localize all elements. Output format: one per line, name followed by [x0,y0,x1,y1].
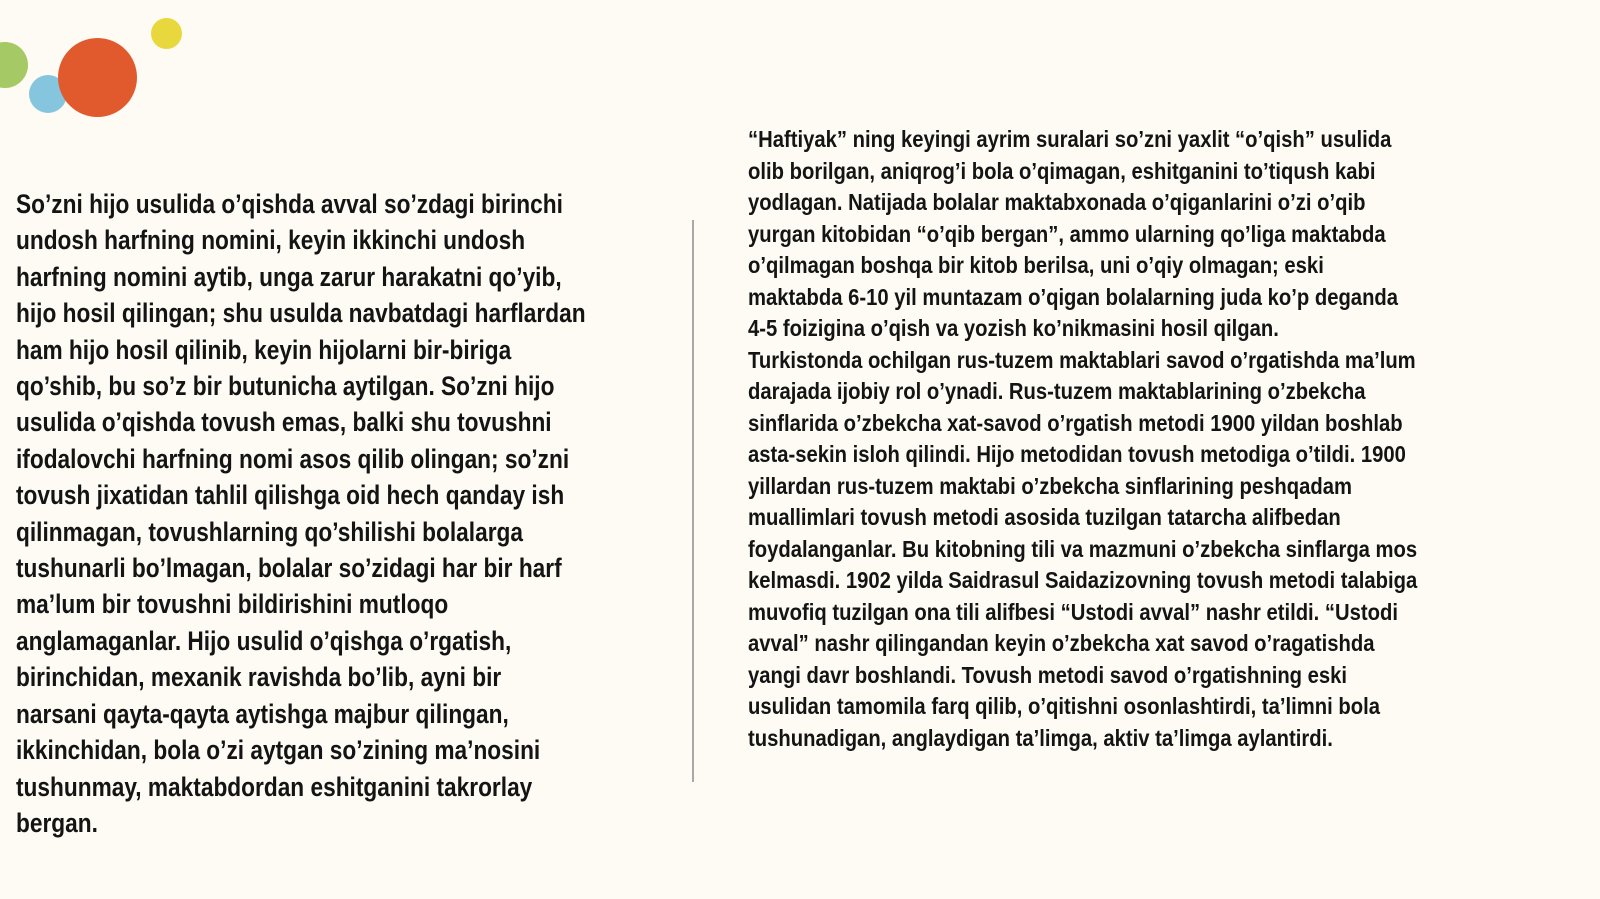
text-line: yillardan rus-tuzem maktabi o’zbekcha sinflarining peshqadam [748,472,1352,499]
text-line: ham hijo hosil qilinib, keyin hijolarni bir-biriga [16,334,512,365]
text-line: harfning nomini aytib, unga zarur harakatni qo’yib, [16,261,562,292]
text-line: qilinmagan, tovushlarning qo’shilishi bolalarga [16,516,524,547]
text-line: qo’shib, bu so’z bir butunicha aytilgan. So’zni hijo [16,371,555,402]
text-line: tovush jixatidan tahlil qilishga oid hech qanday ish [16,480,565,511]
yellow-circle-decoration [151,18,182,49]
orange-circle-decoration [58,38,137,117]
text-line: darajada ijobiy rol o’ynadi. Rus-tuzem maktablarining o’zbekcha [748,378,1366,404]
text-line: “Haftiyak” ning keyingi ayrim suralari so’zni yaxlit “o’qish” usulida [748,126,1392,152]
text-line: 4-5 foizigina o’qish va yozish ko’nikmasini hosil qilgan. [748,315,1279,341]
text-line: yurgan kitobidan “o’qib bergan”, ammo ularning qo’liga maktabda [748,220,1386,247]
text-line: yodlagan. Natijada bolalar maktabxonada o’qiganlarini o’zi o’qib [748,189,1366,215]
text-line: o’qilmagan boshqa bir kitob berilsa, uni o’qiy olmagan; eski [748,252,1324,278]
text-line: asta-sekin isloh qilindi. Hijo metodidan tovush metodiga o’tildi. 1900 [748,441,1406,467]
text-line: usulidan tamomila farq qilib, o’qitishni osonlashtirdi, ta’limni bola [748,693,1380,719]
text-line: maktabda 6-10 yil muntazam o’qigan bolalarning juda ko’p deganda [748,283,1399,310]
text-line: ma’lum bir tovushni bildirishini mutloqo [16,589,449,620]
text-line: kelmasdi. 1902 yilda Saidrasul Saidazizovning tovush metodi talabiga [748,567,1418,593]
text-line: olib borilgan, aniqrog’i bola o’qimagan, eshitganini to’tiqush kabi [748,157,1376,184]
text-line: ifodalovchi harfning nomi asos qilib olingan; so’zni [16,443,570,474]
text-line: Turkistonda ochilgan rus-tuzem maktablari savod o’rgatishda ma’lum [748,346,1416,373]
text-line: tushunarli bo’lmagan, bolalar so’zidagi har bir harf [16,553,562,584]
text-line: undosh harfning nomini, keyin ikkinchi undosh [16,225,526,256]
text-line: bergan. [16,807,98,838]
right-text-column [748,124,1417,754]
text-line: avval” nashr qilingandan keyin o’zbekcha xat savod o’ragatishda [748,630,1375,656]
text-line: tushunmay, maktabdordan eshitganini takrorlay [16,771,533,802]
text-line: anglamaganlar. Hijo usulid o’qishga o’rgatish, [16,625,512,656]
text-line: narsani qayta-qayta aytishga majbur qilingan, [16,698,509,729]
text-line: foydalanganlar. Bu kitobning tili va mazmuni o’zbekcha sinflarga mos [748,535,1418,562]
text-line: birinchidan, mexanik ravishda bo’lib, ayni bir [16,662,502,693]
text-line: hijo hosil qilingan; shu usulda navbatdagi harflardan [16,298,586,329]
text-line: sinflarida o’zbekcha xat-savod o’rgatish metodi 1900 yildan boshlab [748,409,1403,436]
green-circle-decoration [0,42,28,88]
left-text-column [16,186,586,841]
column-divider [692,220,694,782]
text-line: So’zni hijo usulida o’qishda avval so’zdagi birinchi [16,189,563,219]
text-line: ikkinchidan, bola o’zi aytgan so’zining ma’nosini [16,735,541,766]
text-line: muvofiq tuzilgan ona tili alifbesi “Ustodi avval” nashr etildi. “Ustodi [748,598,1399,625]
text-line: usulida o’qishda tovush emas, balki shu tovushni [16,407,552,438]
text-line: tushunadigan, anglaydigan ta’limga, aktiv ta’limga aylantirdi. [748,724,1333,751]
text-line: yangi davr boshlandi. Tovush metodi savod o’rgatishning eski [748,661,1348,688]
text-line: muallimlari tovush metodi asosida tuzilgan tatarcha alifbedan [748,504,1341,530]
